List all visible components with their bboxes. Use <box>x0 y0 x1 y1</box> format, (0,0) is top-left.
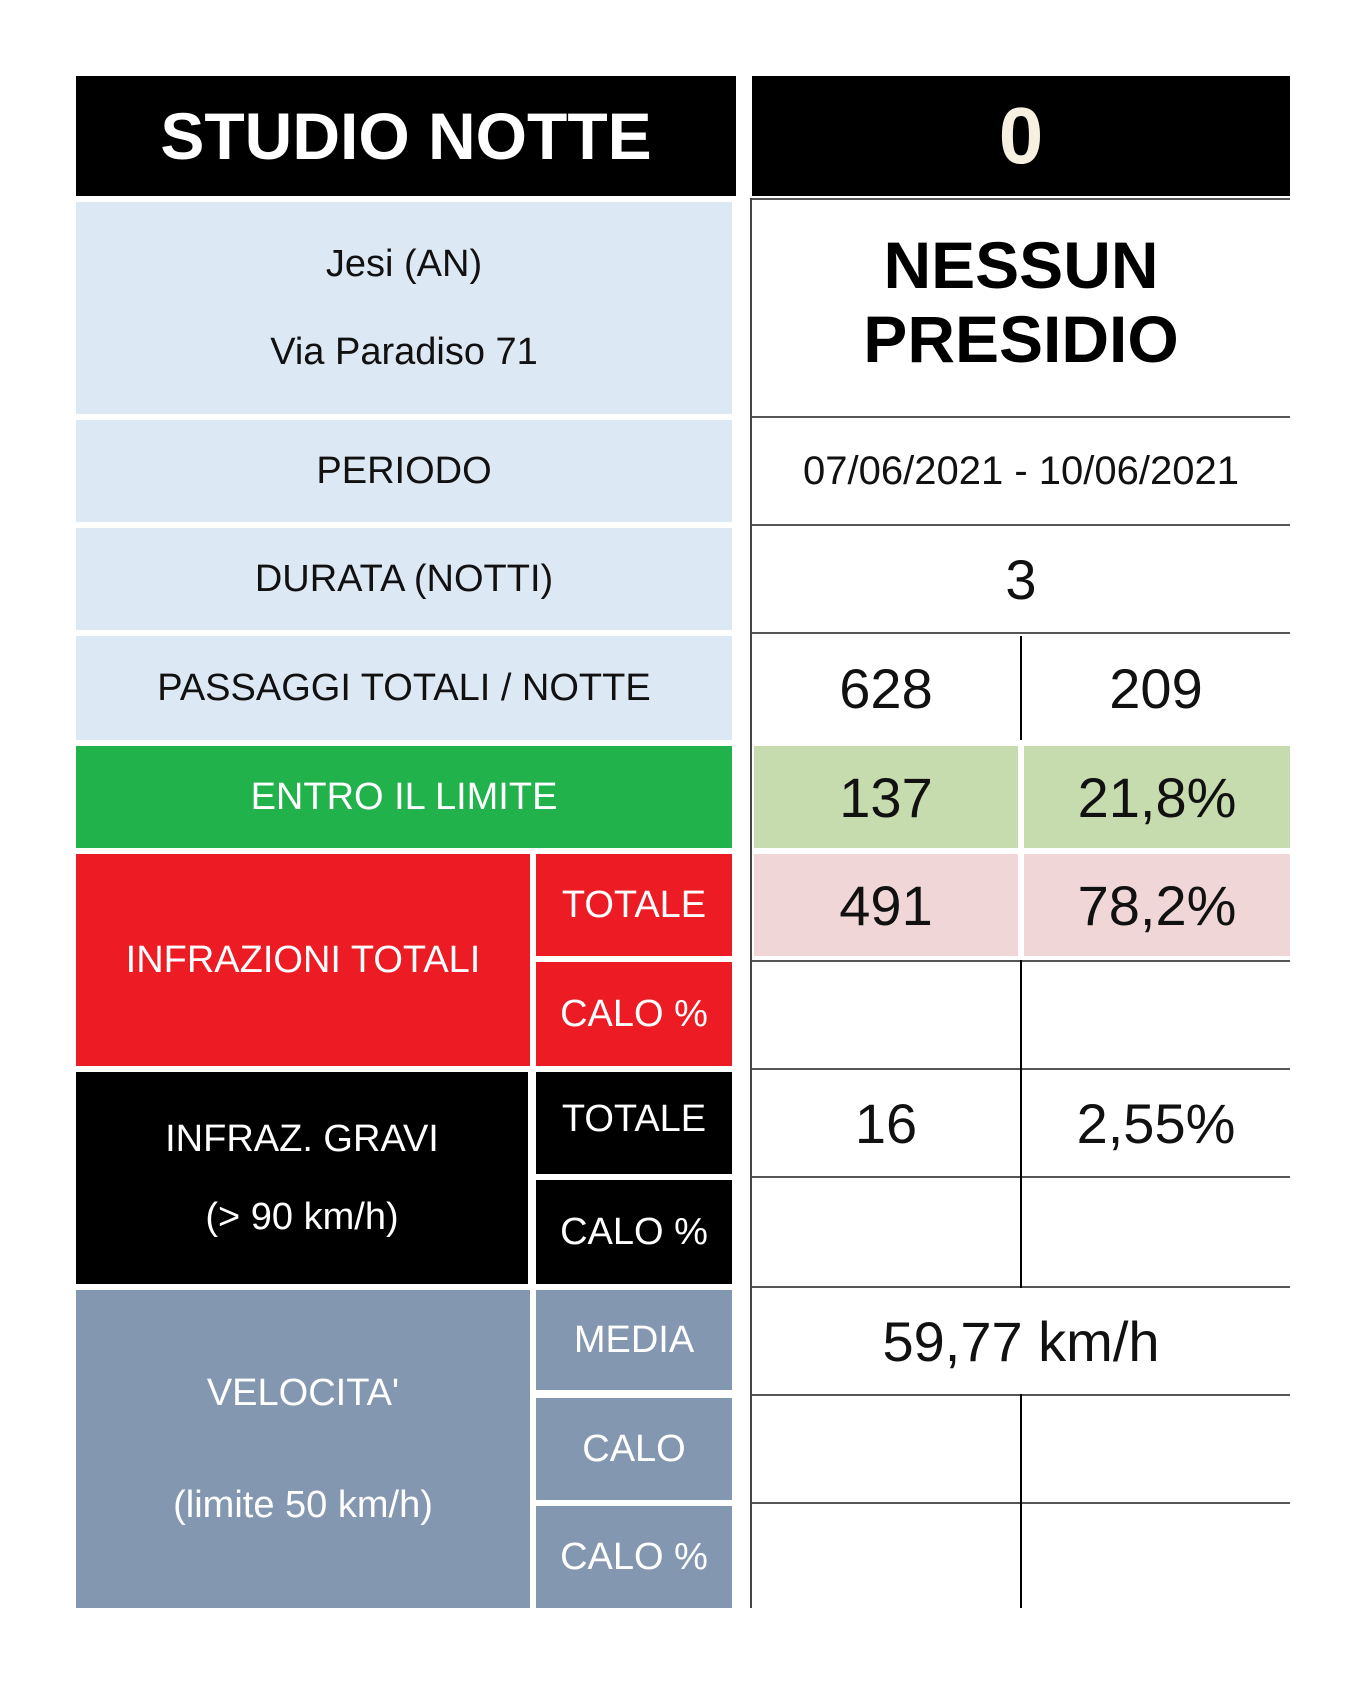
velocita-calo-label: CALO <box>536 1398 732 1500</box>
gravi-percent: 2,55% <box>1076 1091 1236 1155</box>
presidio-line1: NESSUN <box>883 228 1159 302</box>
location-block <box>76 202 732 414</box>
gravi-label <box>76 1072 528 1284</box>
passaggi-total: 628 <box>839 656 933 720</box>
location-address: Via Paradiso 71 <box>270 330 538 373</box>
presidio-status <box>752 202 1290 414</box>
infrazioni-label: INFRAZIONI TOTALI <box>76 854 530 1066</box>
passaggi-per-night: 209 <box>1109 656 1203 720</box>
durata-value: 3 <box>1005 547 1037 611</box>
grid-line <box>752 524 1290 526</box>
grid-line <box>1020 960 1022 1288</box>
grid-line <box>752 632 1290 634</box>
gravi-label-line1: INFRAZ. GRAVI <box>165 1118 439 1160</box>
velocita-label-line1: VELOCITA' <box>206 1372 400 1414</box>
velocita-label <box>76 1290 530 1608</box>
infrazioni-totale-label: TOTALE <box>536 854 732 956</box>
grid-line <box>750 198 752 1608</box>
grid-line <box>1020 636 1022 740</box>
infrazioni-calo-label: CALO % <box>536 962 732 1066</box>
gravi-totale-label: TOTALE <box>536 1072 732 1174</box>
periodo-label: PERIODO <box>76 420 732 522</box>
gravi-calo-label: CALO % <box>536 1180 732 1284</box>
velocita-media-value: 59,77 km/h <box>882 1309 1160 1373</box>
gravi-count: 16 <box>854 1091 918 1155</box>
grid-line <box>1020 1394 1022 1608</box>
periodo-value: 07/06/2021 - 10/06/2021 <box>803 448 1239 493</box>
velocita-label-line2: (limite 50 km/h) <box>173 1484 433 1526</box>
velocita-calo-pct-label: CALO % <box>536 1506 732 1608</box>
entro-label: ENTRO IL LIMITE <box>76 746 732 848</box>
entro-count: 137 <box>754 746 1018 848</box>
location-city: Jesi (AN) <box>325 242 483 285</box>
gravi-label-line2: (> 90 km/h) <box>205 1196 399 1238</box>
grid-line <box>752 416 1290 418</box>
velocita-media-label: MEDIA <box>536 1290 732 1390</box>
grid-line <box>752 198 1290 200</box>
infrazioni-count: 491 <box>754 854 1018 956</box>
entro-percent: 21,8% <box>1024 746 1290 848</box>
durata-label: DURATA (NOTTI) <box>76 528 732 630</box>
page-title: STUDIO NOTTE <box>76 76 736 196</box>
study-number: 0 <box>752 76 1290 196</box>
presidio-line2: PRESIDIO <box>863 302 1179 376</box>
infrazioni-percent: 78,2% <box>1024 854 1290 956</box>
passaggi-label: PASSAGGI TOTALI / NOTTE <box>76 636 732 740</box>
